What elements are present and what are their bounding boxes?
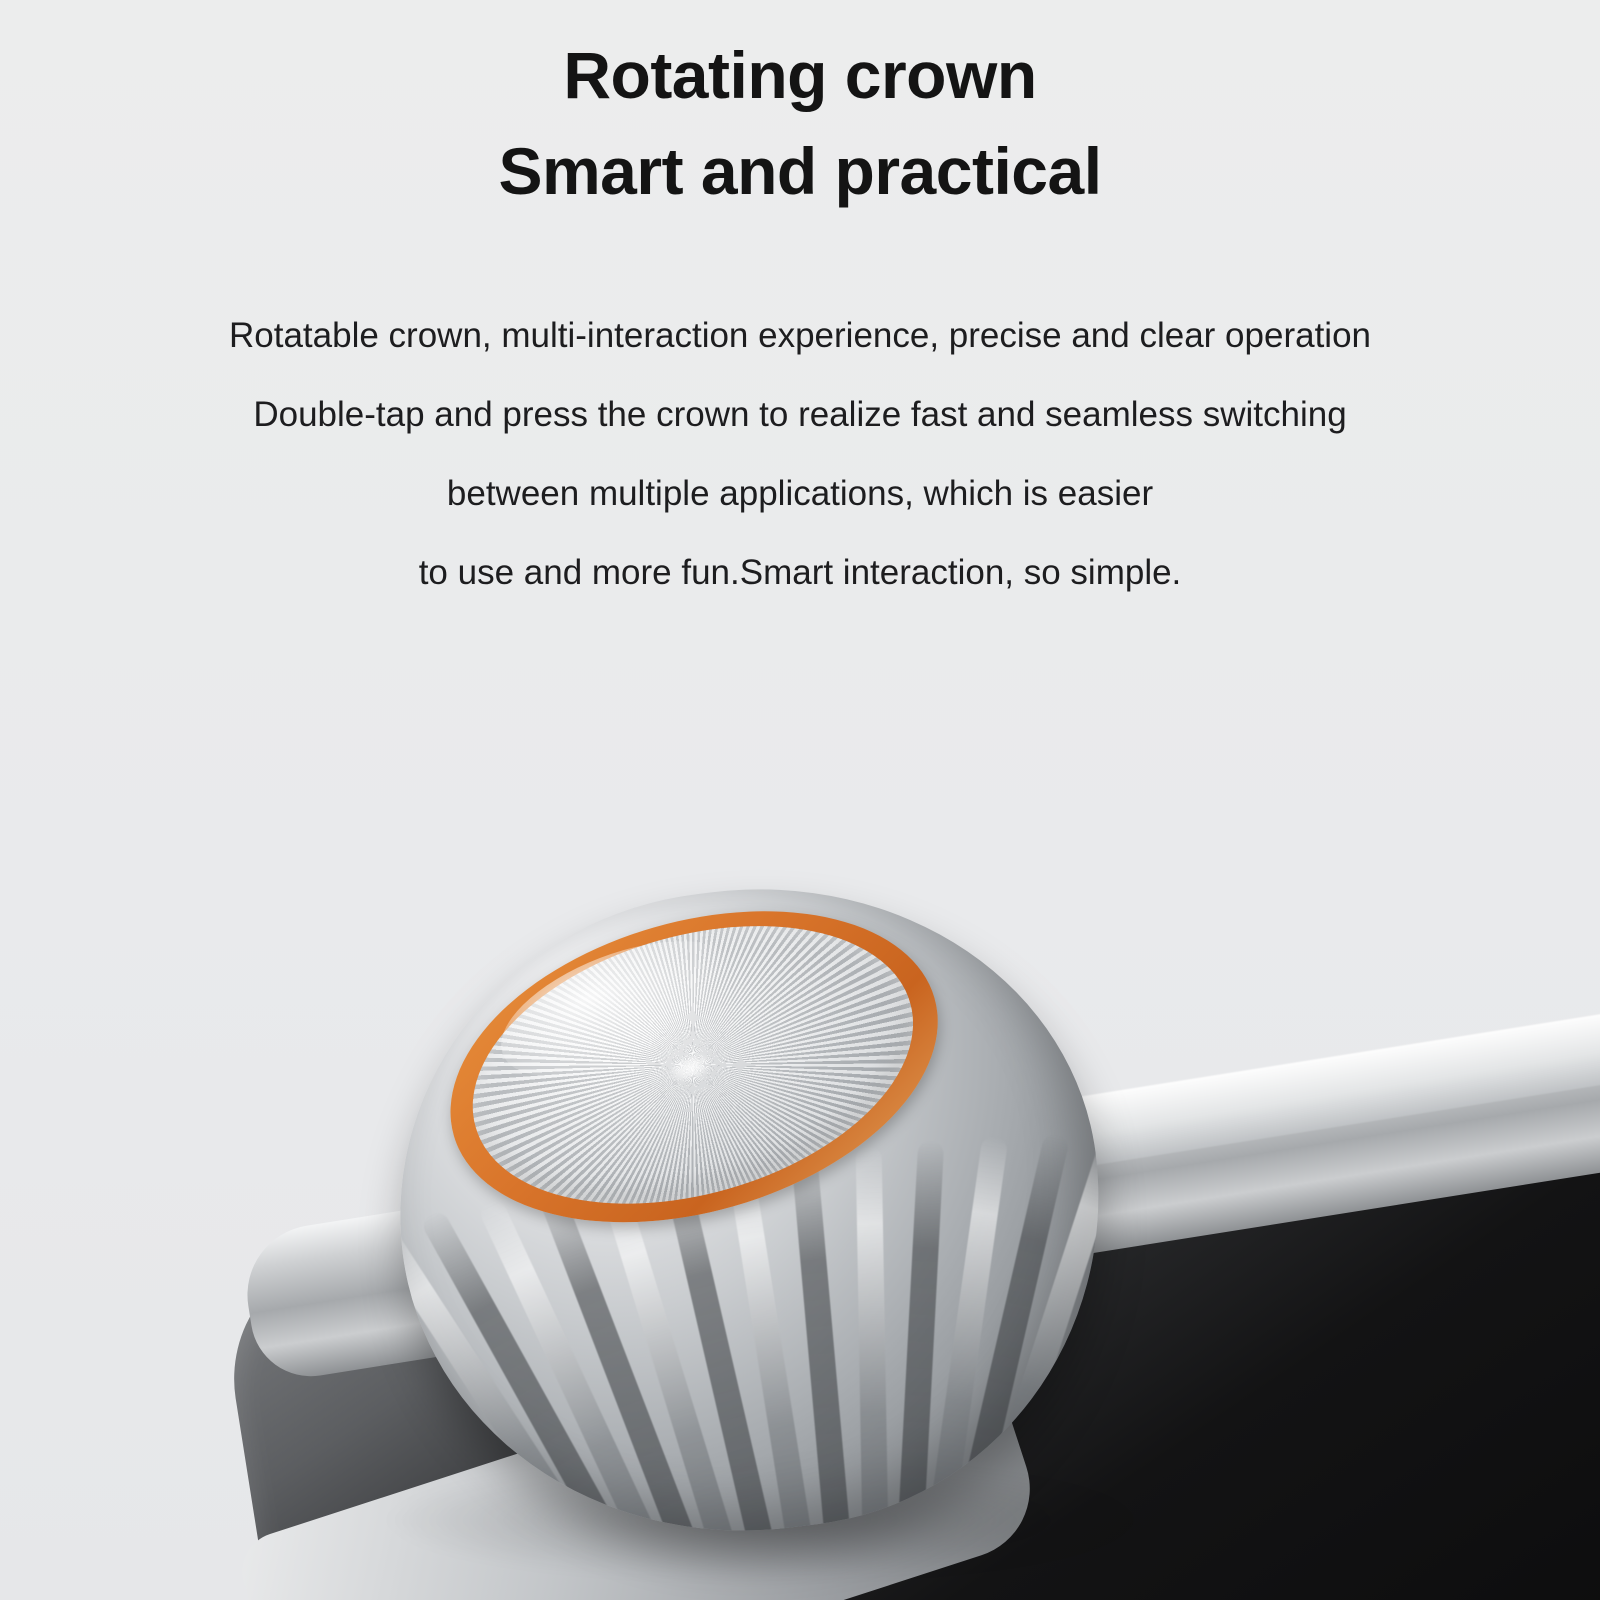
- crown-disc-center: [668, 1050, 713, 1084]
- headline-line-2: Smart and practical: [498, 133, 1102, 208]
- description-line-2: Double-tap and press the crown to realize fast and seamless switching: [253, 395, 1347, 434]
- page-title: [0, 28, 1600, 219]
- rotating-crown: [352, 839, 1147, 1582]
- description-paragraph: [0, 296, 1600, 612]
- description-line-1: Rotatable crown, multi-interaction experience, precise and clear operation: [229, 316, 1371, 355]
- description-line-4: to use and more fun.Smart interaction, so simple.: [418, 553, 1182, 592]
- description-line-3: between multiple applications, which is easier: [446, 474, 1154, 513]
- headline-line-1: Rotating crown: [563, 38, 1037, 112]
- product-photo: [0, 820, 1600, 1600]
